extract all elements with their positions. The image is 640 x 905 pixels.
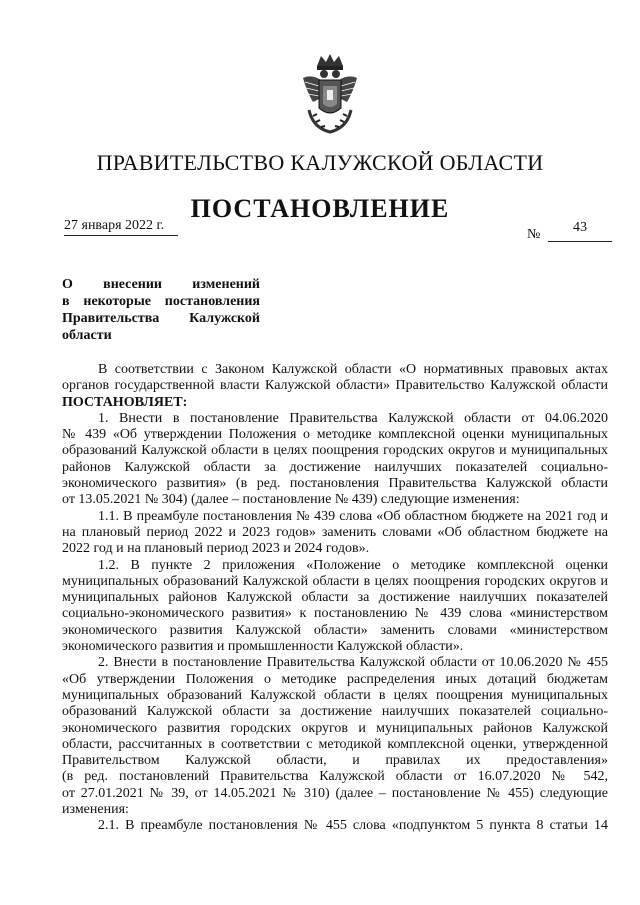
body-line: экономического развития Калужской области» заменить словами «министерством bbox=[62, 622, 608, 638]
body-line: (в ред. постановлений Правительства Калужской области от 16.07.2020 № 542, bbox=[62, 769, 608, 785]
body-line: 1.2. В пункте 2 приложения «Положение о методике комплексной оценки bbox=[98, 557, 608, 573]
document-subject bbox=[62, 276, 260, 344]
body-line: Правительством Калужской области, и правилах их предоставления» bbox=[62, 753, 608, 769]
body-line: экономического развития» (в ред. постановления Правительства Калужской области bbox=[62, 476, 608, 492]
body-line: области, рассчитанных в соответствии с методикой комплексной оценки, утвержденной bbox=[62, 736, 608, 752]
body-line: 1.1. В преамбуле постановления № 439 слова «Об областном бюджете на 2021 год и bbox=[98, 508, 608, 524]
body-line: В соответствии с Законом Калужской области «О нормативных правовых актах bbox=[98, 362, 608, 377]
body-line-resolves: ПОСТАНОВЛЯЕТ: bbox=[62, 394, 188, 410]
body-line: 2. Внести в постановление Правительства Калужской области от 10.06.2020 № 455 bbox=[98, 655, 608, 671]
body-line: социально-экономического развития» к постановлению № 439 слова «министерством bbox=[62, 606, 608, 622]
body-line: образований Калужской области за достижение наилучших показателей социально- bbox=[62, 704, 608, 720]
document-date: 27 января 2022 г. bbox=[64, 218, 178, 236]
document-body bbox=[62, 362, 608, 835]
body-line: «Об утверждении Положения о методике распределения иных дотаций бюджетам bbox=[62, 671, 608, 687]
government-title: ПРАВИТЕЛЬСТВО КАЛУЖСКОЙ ОБЛАСТИ bbox=[96, 150, 544, 175]
number-label: № bbox=[527, 227, 541, 242]
body-line: 1. Внести в постановление Правительства Калужской области от 04.06.2020 bbox=[98, 410, 608, 426]
body-line: экономического развития и промышленности Калужской области». bbox=[62, 639, 464, 655]
coat-of-arms-icon bbox=[299, 52, 361, 138]
body-line: от 27.01.2021 № 39, от 14.05.2021 № 310) (далее – постановление № 455) следующие bbox=[62, 785, 608, 801]
body-line: муниципальных образований Калужской области в целях поощрения городских округов и bbox=[62, 573, 608, 589]
body-line: № 439 «Об утверждении Положения о методике комплексной оценки муниципальных bbox=[62, 427, 608, 443]
body-line: образований Калужской области в целях поощрения городских округов и муниципальных bbox=[62, 443, 608, 459]
body-line: изменения: bbox=[62, 802, 129, 818]
subject-line: в некоторые постановления bbox=[62, 294, 260, 309]
body-line: на плановый период 2022 и 2023 годов» заменить словами «Об областном бюджете на bbox=[62, 524, 608, 540]
subject-line: области bbox=[62, 328, 112, 343]
body-line: 2.1. В преамбуле постановления № 455 слова «подпунктом 5 пункта 8 статьи 14 bbox=[98, 818, 608, 834]
body-line: муниципальных районов Калужской области за достижение наилучших показателей bbox=[62, 590, 608, 606]
subject-line: О внесении изменений bbox=[62, 277, 260, 292]
body-line: 2022 год и на плановый период 2023 и 2024 годов». bbox=[62, 541, 370, 557]
body-line: районов Калужской области за достижение наилучших показателей социально- bbox=[62, 459, 608, 475]
body-line: органов государственной власти Калужской области» Правительство Калужской области bbox=[62, 378, 608, 394]
body-line: от 13.05.2021 № 304) (далее – постановление № 439) следующие изменения: bbox=[62, 492, 520, 508]
body-line: экономического развития городских округов и муниципальных районов Калужской bbox=[62, 720, 608, 736]
document-type-title: ПОСТАНОВЛЕНИЕ bbox=[190, 194, 450, 223]
subject-line: Правительства Калужской bbox=[62, 311, 260, 326]
document-number: 43 bbox=[548, 220, 612, 242]
body-line: муниципальных образований Калужской области в целях поощрения муниципальных bbox=[62, 687, 608, 703]
